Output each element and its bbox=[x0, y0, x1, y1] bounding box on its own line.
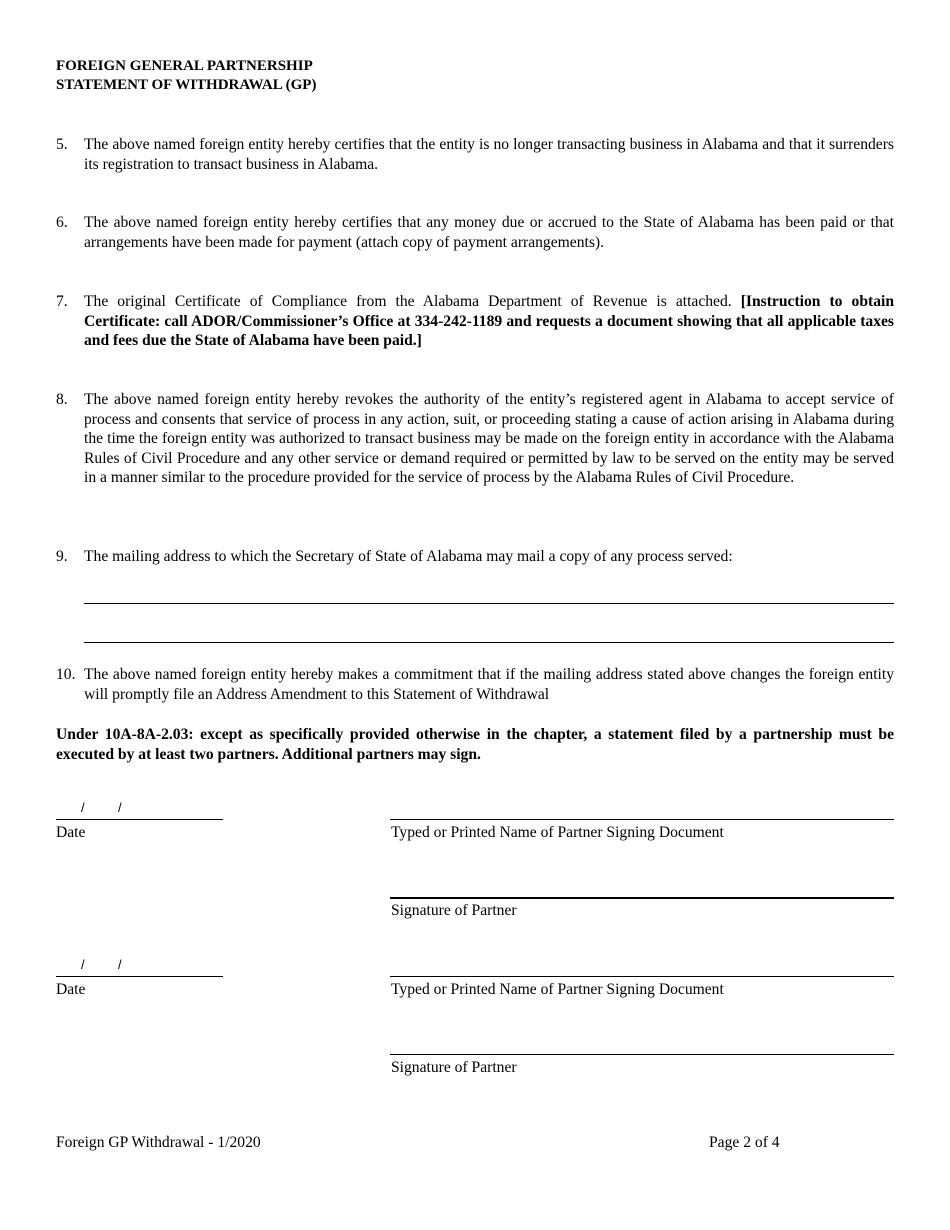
item-7-body bbox=[84, 292, 894, 351]
date-separator: / bbox=[81, 800, 85, 815]
item-6-number: 6. bbox=[56, 214, 68, 231]
date-separator: / bbox=[118, 800, 122, 815]
form-title-line-2: STATEMENT OF WITHDRAWAL (GP) bbox=[56, 77, 317, 93]
mailing-address-line-1[interactable] bbox=[84, 603, 894, 604]
item-9-number: 9. bbox=[56, 548, 68, 565]
item-5 bbox=[56, 135, 894, 174]
date-label: Date bbox=[56, 824, 86, 841]
date-field-1[interactable] bbox=[56, 819, 223, 820]
partner-name-label: Typed or Printed Name of Partner Signing Document bbox=[391, 824, 724, 841]
item-5-number: 5. bbox=[56, 136, 68, 153]
date-separator: / bbox=[81, 957, 85, 972]
item-6 bbox=[56, 213, 894, 252]
item-7-instruction: [Instruction to obtain Certificate: call ADOR/Commissioner’s Office at 334-242-1189 and requests a document showing that all applicable taxes and fees due the State of Alabama have been paid.] bbox=[84, 293, 894, 350]
partner-name-label: Typed or Printed Name of Partner Signing Document bbox=[391, 981, 724, 998]
partner-signature-field-1[interactable] bbox=[390, 897, 894, 899]
partner-signature-field-2[interactable] bbox=[390, 1054, 894, 1055]
form-id-footer: Foreign GP Withdrawal - 1/2020 bbox=[56, 1134, 261, 1151]
page-number: Page 2 of 4 bbox=[709, 1134, 780, 1151]
item-8 bbox=[56, 390, 894, 488]
mailing-address-line-2[interactable] bbox=[84, 642, 894, 643]
form-title-line-1: FOREIGN GENERAL PARTNERSHIP bbox=[56, 58, 313, 74]
item-10-text: The above named foreign entity hereby makes a commitment that if the mailing address stated above changes the foreign entity will promptly file an Address Amendment to this Statement of Withdrawal bbox=[84, 666, 894, 703]
partner-signature-label: Signature of Partner bbox=[391, 902, 517, 919]
item-8-text: The above named foreign entity hereby revokes the authority of the entity’s registered agent in Alabama to accept service of process and consents that service of process in any action, suit, or proceeding stating a cause of action arising in Alabama during the time the foreign entity was authorized to transact business may be made on the foreign entity in accordance with the Alabama Rules of Civil Procedure and any other service or demand required or permitted by law to be served on the entity may be served in a manner similar to the procedure provided for the service of process by the Alabama Rules of Civil Procedure. bbox=[84, 391, 894, 487]
item-10-number: 10. bbox=[56, 666, 76, 683]
item-9-text: The mailing address to which the Secretary of State of Alabama may mail a copy of any process served: bbox=[84, 548, 733, 565]
item-7-number: 7. bbox=[56, 293, 68, 310]
date-field-2[interactable] bbox=[56, 976, 223, 977]
partner-name-field-1[interactable] bbox=[390, 819, 894, 820]
item-5-text: The above named foreign entity hereby certifies that the entity is no longer transacting business in Alabama and that it surrenders its registration to transact business in Alabama. bbox=[84, 136, 894, 173]
execution-requirement-notice: Under 10A-8A-2.03: except as specifically provided otherwise in the chapter, a statement filed by a partnership must be executed by at least two partners. Additional partners may sign. bbox=[56, 726, 894, 763]
item-7-text: The original Certificate of Compliance from the Alabama Department of Revenue is attached. bbox=[84, 293, 732, 310]
form-title bbox=[56, 57, 316, 95]
item-9 bbox=[56, 547, 894, 567]
item-10 bbox=[56, 665, 894, 704]
partner-name-field-2[interactable] bbox=[390, 976, 894, 977]
item-6-text: The above named foreign entity hereby certifies that any money due or accrued to the State of Alabama has been paid or that arrangements have been made for payment (attach copy of payment arrangements). bbox=[84, 214, 894, 251]
item-7 bbox=[56, 292, 894, 351]
partner-signature-label: Signature of Partner bbox=[391, 1059, 517, 1076]
date-separator: / bbox=[118, 957, 122, 972]
item-8-number: 8. bbox=[56, 391, 68, 408]
date-label: Date bbox=[56, 981, 86, 998]
